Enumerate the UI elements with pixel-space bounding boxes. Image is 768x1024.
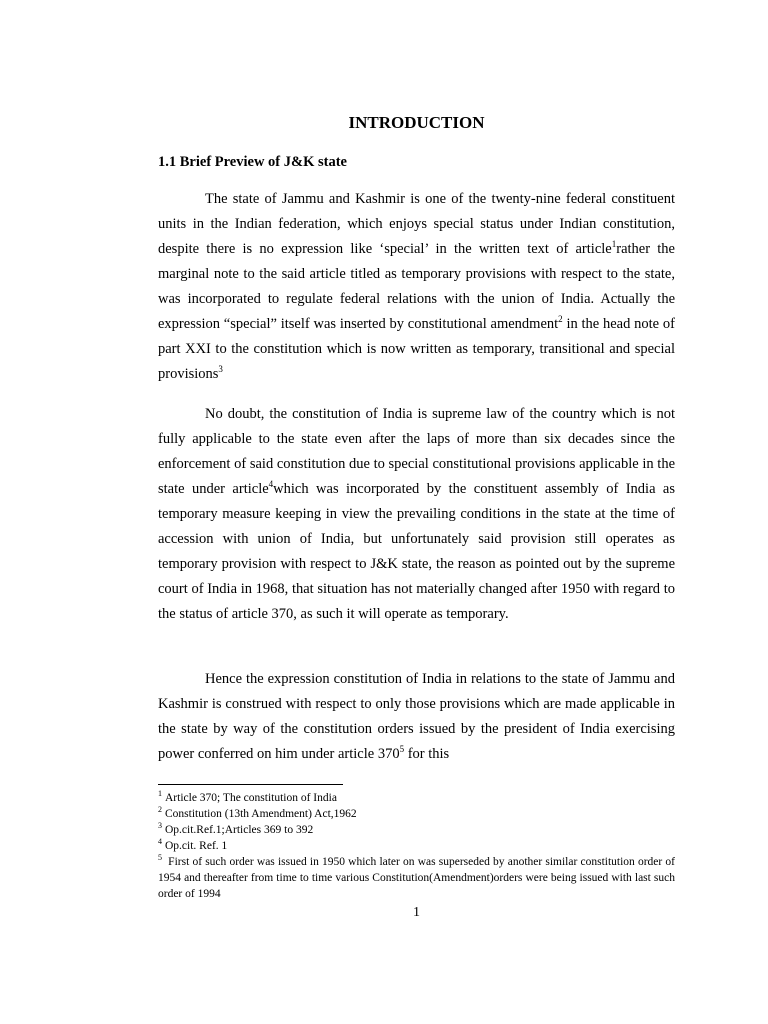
paragraph	[158, 187, 675, 387]
footnote	[158, 854, 675, 902]
footnote-number: 1	[158, 789, 162, 799]
footnote-text: First of such order was issued in 1950 which later on was superseded by another similar constitution order of 1954 and thereafter from time to time various Constitution(Amendment)orders were being issued with last such order of 1994	[158, 856, 675, 900]
footnote-list	[158, 790, 675, 902]
footnote-text: Constitution (13th Amendment) Act,1962	[165, 808, 357, 820]
footnote	[158, 838, 675, 854]
footnote	[158, 790, 675, 806]
paragraph-text: The state of Jammu and Kashmir is one of the twenty-nine federal constituent units in the Indian federation, which enjoys special status under Indian constitution, despite there is no expression like ‘special’ in the written text of article	[158, 191, 675, 257]
footnote-text: Op.cit.Ref.1;Articles 369 to 392	[165, 824, 314, 836]
footnote	[158, 822, 675, 838]
footnote-number: 2	[158, 805, 162, 815]
paragraph-text: which was incorporated by the constituent assembly of India as temporary measure keeping in view the prevailing conditions in the state at the time of accession with union of India, but unfortunately said provision still operates as temporary provision with respect to J&K state, the reason as pointed out by the supreme court of India in 1968, that situation has not materially changed after 1950 with regard to the status of article 370, as such it will operate as temporary.	[158, 481, 676, 622]
footnote-reference: 2	[558, 314, 563, 325]
footnote-text: Article 370; The constitution of India	[165, 792, 337, 804]
paragraph	[158, 402, 675, 627]
footnote-reference: 4	[268, 479, 274, 490]
paragraph	[158, 667, 675, 767]
footnote-reference: 5	[399, 744, 405, 755]
page-heading: INTRODUCTION	[348, 113, 485, 132]
paragraph-text: rather the marginal note to the said article titled as temporary provisions with respect to the state, was incorporated to regulate federal relations with the union of India. Actually the expression “special” itself was inserted by constitutional amendment	[158, 241, 675, 332]
paragraph-text: in the head note of part XXI to the constitution which is now written as temporary, transitional and special provisions	[158, 316, 675, 382]
footnote-number: 4	[158, 837, 162, 847]
section-title: 1.1 Brief Preview of J&K state	[158, 154, 347, 170]
footnote-text: Op.cit. Ref. 1	[165, 840, 228, 852]
footnote-divider	[158, 784, 343, 785]
footnote-number: 3	[158, 821, 162, 831]
footnote-reference: 1	[611, 239, 617, 250]
footnote-number: 5	[158, 853, 162, 863]
paragraph-text: Hence the expression constitution of India in relations to the state of Jammu and Kashmir is construed with respect to only those provisions which are made applicable in the state by way of the constitution orders issued by the president of India exercising power conferred on him under article 370	[158, 671, 675, 762]
paragraph-text: for this	[404, 746, 450, 762]
footnote-reference: 3	[218, 364, 223, 375]
page-number: 1	[413, 905, 420, 920]
paragraph-text: No doubt, the constitution of India is supreme law of the country which is not fully applicable to the state even after the laps of more than six decades since the enforcement of said constitution due to special constitutional provisions applicable in the state under article	[158, 406, 675, 497]
footnote	[158, 806, 675, 822]
